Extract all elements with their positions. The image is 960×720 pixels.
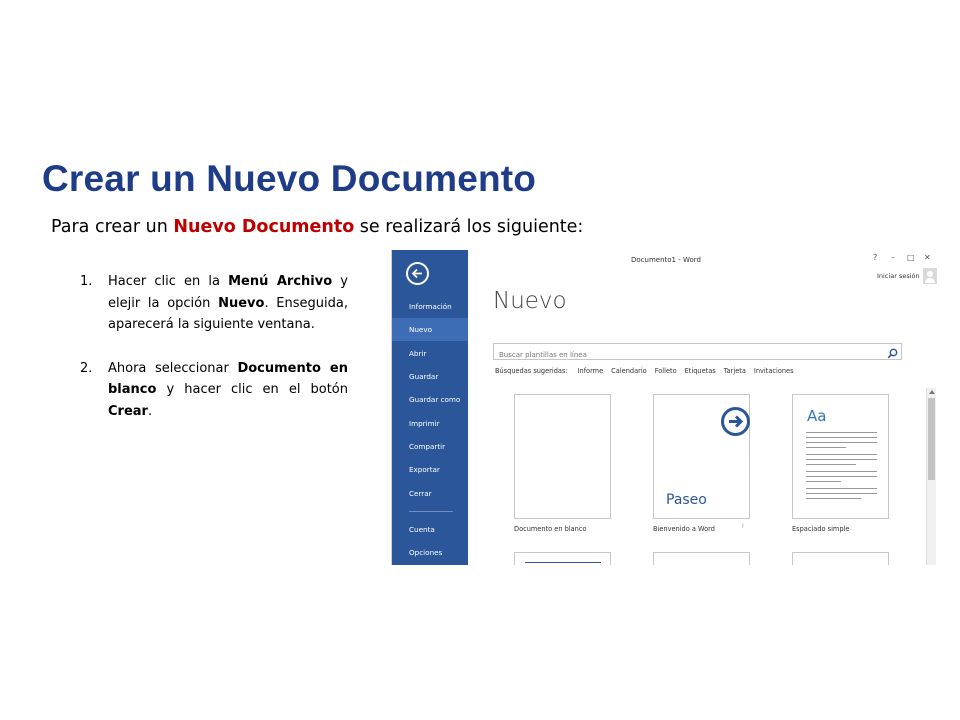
avatar[interactable] (923, 268, 937, 284)
pin-icon[interactable]: ⍿ (742, 523, 744, 530)
suggested-link[interactable]: Etiquetas (684, 367, 716, 375)
preview-line (806, 481, 841, 482)
step-text-bold: Crear (108, 403, 148, 419)
template-thumbnail[interactable] (514, 552, 611, 565)
close-icon[interactable]: ✕ (924, 253, 931, 262)
step-text (108, 271, 348, 336)
step-text-part: Hacer clic en la (108, 274, 229, 289)
steps-list (80, 271, 348, 422)
step-2 (80, 358, 348, 423)
preview-line (806, 454, 877, 455)
preview-line (806, 432, 877, 433)
suggested-link[interactable]: Folleto (654, 367, 677, 375)
suggested-searches (495, 367, 802, 375)
suggested-link[interactable]: Informe (577, 367, 604, 375)
step-text-bold: Documento en blanco (108, 360, 348, 397)
intro-before: Para crear un (51, 217, 174, 237)
menu-item-cuenta[interactable]: Cuenta (409, 525, 435, 534)
forward-arrow-icon (721, 407, 750, 436)
minimize-icon[interactable]: – (891, 253, 895, 262)
preview-line (806, 442, 877, 443)
window-title: Documento1 - Word (631, 256, 701, 264)
preview-line (806, 464, 856, 465)
suggested-link[interactable]: Invitaciones (753, 367, 794, 375)
template-caption: Documento en blanco (514, 525, 587, 533)
back-arrow-icon[interactable] (406, 262, 429, 285)
template-preview-text: Aa (807, 407, 827, 425)
template-caption: Espaciado simple (792, 525, 850, 533)
menu-item-informacion[interactable]: Información (409, 302, 452, 311)
step-text-bold: Menú Archivo (228, 274, 333, 289)
preview-line (806, 476, 877, 477)
template-search[interactable] (493, 343, 902, 360)
scroll-up-icon[interactable] (929, 390, 935, 394)
template-caption: Bienvenido a Word (653, 525, 715, 533)
template-preview-text: Paseo (666, 492, 707, 508)
preview-line (806, 447, 846, 448)
maximize-icon[interactable]: □ (907, 253, 915, 262)
intro-text (51, 217, 583, 237)
menu-item-abrir[interactable]: Abrir (409, 349, 427, 358)
menu-item-nuevo[interactable]: Nuevo (392, 318, 468, 341)
scroll-thumb[interactable] (928, 398, 935, 480)
step-text-part: Ahora seleccionar (108, 360, 238, 376)
menu-item-guardar[interactable]: Guardar (409, 372, 439, 381)
menu-item-guardar-como[interactable]: Guardar como (409, 395, 461, 404)
step-text-part: y hacer clic en el botón (156, 382, 348, 397)
intro-highlight: Nuevo Documento (173, 217, 355, 237)
preview-line (525, 562, 601, 563)
help-icon[interactable]: ? (873, 253, 878, 262)
preview-line (806, 459, 877, 460)
suggested-label: Búsquedas sugeridas: (495, 367, 568, 375)
sidebar-divider (409, 511, 453, 512)
step-number: 1. (80, 274, 93, 289)
intro-after: se realizará los siguiente: (354, 217, 584, 237)
preview-line (806, 493, 877, 494)
preview-line (806, 471, 877, 472)
preview-line (806, 488, 877, 489)
suggested-link[interactable]: Tarjeta (723, 367, 746, 375)
search-input[interactable] (494, 348, 874, 363)
suggested-link[interactable]: Calendario (611, 367, 647, 375)
step-text-part: . (147, 403, 153, 419)
menu-item-imprimir[interactable]: Imprimir (409, 419, 440, 428)
step-text-bold: Nuevo (218, 295, 265, 311)
template-thumbnail[interactable] (792, 552, 889, 565)
menu-item-cerrar[interactable]: Cerrar (409, 489, 432, 498)
page-heading: Nuevo (493, 288, 567, 314)
step-text-part: . Enseguida, aparecerá la siguiente ventana. (108, 295, 348, 332)
menu-item-opciones[interactable]: Opciones (409, 548, 443, 557)
step-1 (80, 271, 348, 336)
step-text (108, 358, 348, 423)
word-window-screenshot (391, 250, 938, 565)
template-blank-document[interactable] (514, 394, 611, 519)
template-thumbnail[interactable] (653, 552, 750, 565)
preview-line (806, 437, 877, 438)
menu-item-exportar[interactable]: Exportar (409, 465, 440, 474)
menu-item-compartir[interactable]: Compartir (409, 442, 446, 451)
backstage-sidebar (392, 250, 468, 565)
sign-in-link[interactable]: Iniciar sesión (877, 272, 920, 280)
search-icon[interactable] (887, 346, 898, 364)
slide-title: Crear un Nuevo Documento (42, 158, 537, 199)
preview-line (806, 498, 861, 499)
template-welcome-to-word[interactable] (653, 394, 750, 519)
step-number: 2. (80, 360, 93, 376)
vertical-scrollbar[interactable] (926, 388, 936, 565)
template-single-spaced[interactable] (792, 394, 889, 519)
step-text-part: y elejir la opción (108, 274, 348, 311)
